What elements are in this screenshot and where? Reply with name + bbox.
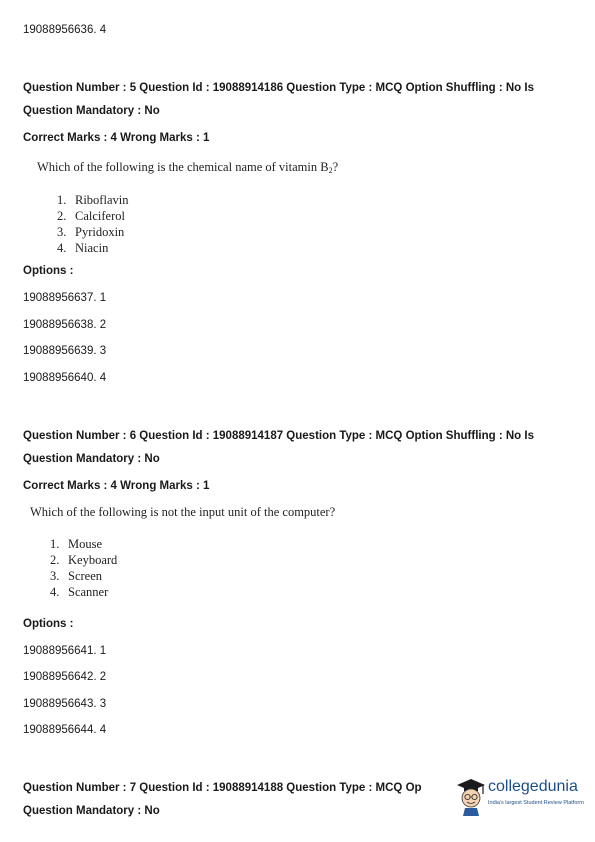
option-item: 19088956639. 3: [23, 345, 107, 357]
option-item: 19088956642. 2: [23, 671, 107, 683]
option-item: 19088956638. 2: [23, 319, 107, 331]
choice-item: 4. Niacin: [57, 241, 109, 255]
choice-item: 3. Pyridoxin: [57, 225, 125, 239]
question-5-options-label: Options :: [23, 265, 74, 277]
choice-item: 4. Scanner: [50, 585, 109, 599]
option-item: 19088956643. 3: [23, 698, 107, 710]
option-item: 19088956644. 4: [23, 724, 107, 736]
question-7-header: Question Number : 7 Question Id : 19088914188 Question Type : MCQ Op: [23, 782, 422, 794]
student-mascot-icon: [455, 776, 487, 816]
option-item: 19088956641. 1: [23, 645, 107, 657]
question-6-marks: Correct Marks : 4 Wrong Marks : 1: [23, 480, 210, 492]
choice-item: 1. Mouse: [50, 537, 103, 551]
question-5-header: Question Number : 5 Question Id : 19088914186 Question Type : MCQ Option Shuffling : No Is: [23, 82, 534, 94]
collegedunia-watermark: [455, 772, 590, 830]
choice-item: 2. Calciferol: [57, 209, 125, 223]
question-6-header: Question Number : 6 Question Id : 19088914187 Question Type : MCQ Option Shuffling : No Is: [23, 430, 534, 442]
question-5-mandatory: Question Mandatory : No: [23, 105, 160, 117]
question-5-text: Which of the following is the chemical name of vitamin $B_2$?: [37, 160, 339, 175]
choice-item: 2. Keyboard: [50, 553, 118, 567]
brand-tagline: India's largest Student Review Platform: [488, 800, 584, 806]
option-item: 19088956640. 4: [23, 372, 107, 384]
question-6-options-label: Options :: [23, 618, 74, 630]
choice-item: 1. Riboflavin: [57, 193, 129, 207]
question-6-choices: [50, 536, 117, 600]
choice-item: 3. Screen: [50, 569, 103, 583]
question-6-text: Which of the following is not the input unit of the computer?: [30, 505, 336, 519]
option-item: 19088956637. 1: [23, 292, 107, 304]
brand-name: collegedunia: [488, 778, 578, 795]
question-5-marks: Correct Marks : 4 Wrong Marks : 1: [23, 132, 210, 144]
previous-option-4: 19088956636. 4: [23, 24, 107, 36]
question-7-mandatory: Question Mandatory : No: [23, 805, 160, 817]
question-5-choices: [57, 192, 128, 256]
question-6-mandatory: Question Mandatory : No: [23, 453, 160, 465]
